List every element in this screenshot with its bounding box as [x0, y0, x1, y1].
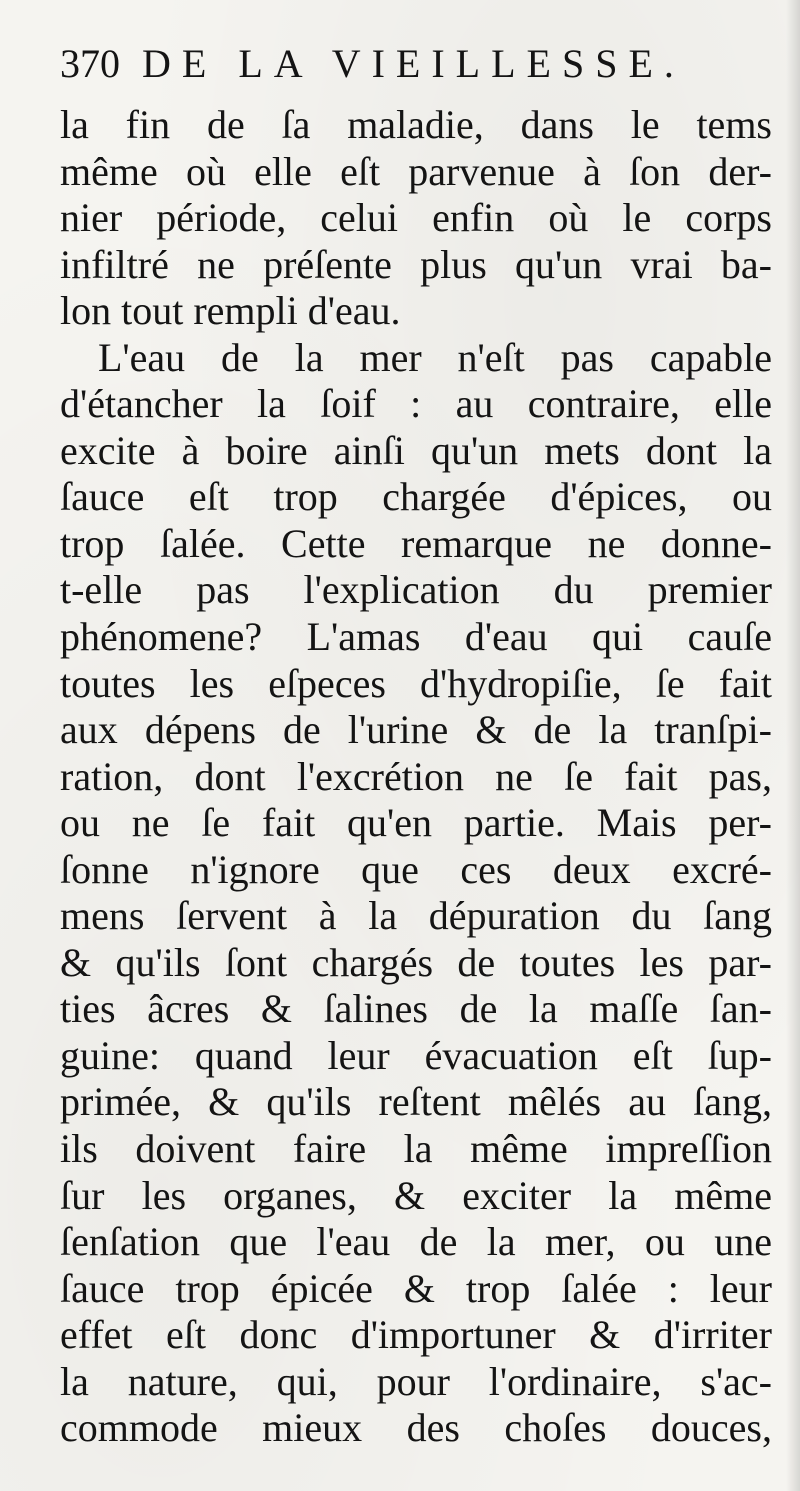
text-line: guine: quand leur évacuation eſt ſup- — [60, 1032, 772, 1078]
text-line: nier période, celui enfin où le corps — [60, 195, 772, 241]
text-line: commode mieux des choſes douces, — [60, 1405, 772, 1451]
text-line: primée, & qu'ils reſtent mêlés au ſang, — [60, 1079, 772, 1125]
text-line: phénomene? L'amas d'eau qui cauſe — [60, 614, 772, 660]
text-line: ration, dont l'excrétion ne ſe fait pas, — [60, 753, 772, 799]
text-line: infiltré ne préſente plus qu'un vrai ba- — [60, 241, 772, 287]
text-line: d'étancher la ſoif : au contraire, elle — [60, 381, 772, 427]
page-number: 370 — [60, 41, 120, 86]
running-head: DE LA VIEILLESSE. — [142, 41, 685, 86]
text-line: t-elle pas l'explication du premier — [60, 567, 772, 613]
text-line: aux dépens de l'urine & de la tranſpi- — [60, 707, 772, 753]
text-line: effet eſt donc d'importuner & d'irriter — [60, 1312, 772, 1358]
body-text — [60, 102, 772, 1452]
text-line: excite à boire ainſi qu'un mets dont la — [60, 427, 772, 473]
text-line: la nature, qui, pour l'ordinaire, s'ac- — [60, 1358, 772, 1404]
text-line: ſonne n'ignore que ces deux excré- — [60, 846, 772, 892]
text-line: trop ſalée. Cette remarque ne donne- — [60, 520, 772, 566]
text-line: ſauce trop épicée & trop ſalée : leur — [60, 1265, 772, 1311]
text-line: lon tout rempli d'eau. — [60, 288, 401, 334]
text-line: ou ne ſe fait qu'en partie. Mais per- — [60, 800, 772, 846]
text-line: ties âcres & ſalines de la maſſe ſan- — [60, 986, 772, 1032]
page-header — [60, 40, 685, 102]
text-line: même où elle eſt parvenue à ſon der- — [60, 148, 772, 194]
text-line: & qu'ils ſont chargés de toutes les par- — [60, 939, 772, 985]
text-line: ſauce eſt trop chargée d'épices, ou — [60, 474, 772, 520]
text-line: toutes les eſpeces d'hydropiſie, ſe fait — [60, 660, 772, 706]
text-line: ſur les organes, & exciter la même — [60, 1172, 772, 1218]
text-line: la fin de ſa maladie, dans le tems — [60, 102, 772, 147]
text-line: ils doivent faire la même impreſſion — [60, 1126, 772, 1172]
paragraph-start-line: L'eau de la mer n'eſt pas capable — [98, 334, 772, 380]
text-line: mens ſervent à la dépuration du ſang — [60, 893, 772, 939]
text-line: ſenſation que l'eau de la mer, ou une — [60, 1219, 772, 1265]
page-edge-shadow — [786, 0, 800, 1491]
